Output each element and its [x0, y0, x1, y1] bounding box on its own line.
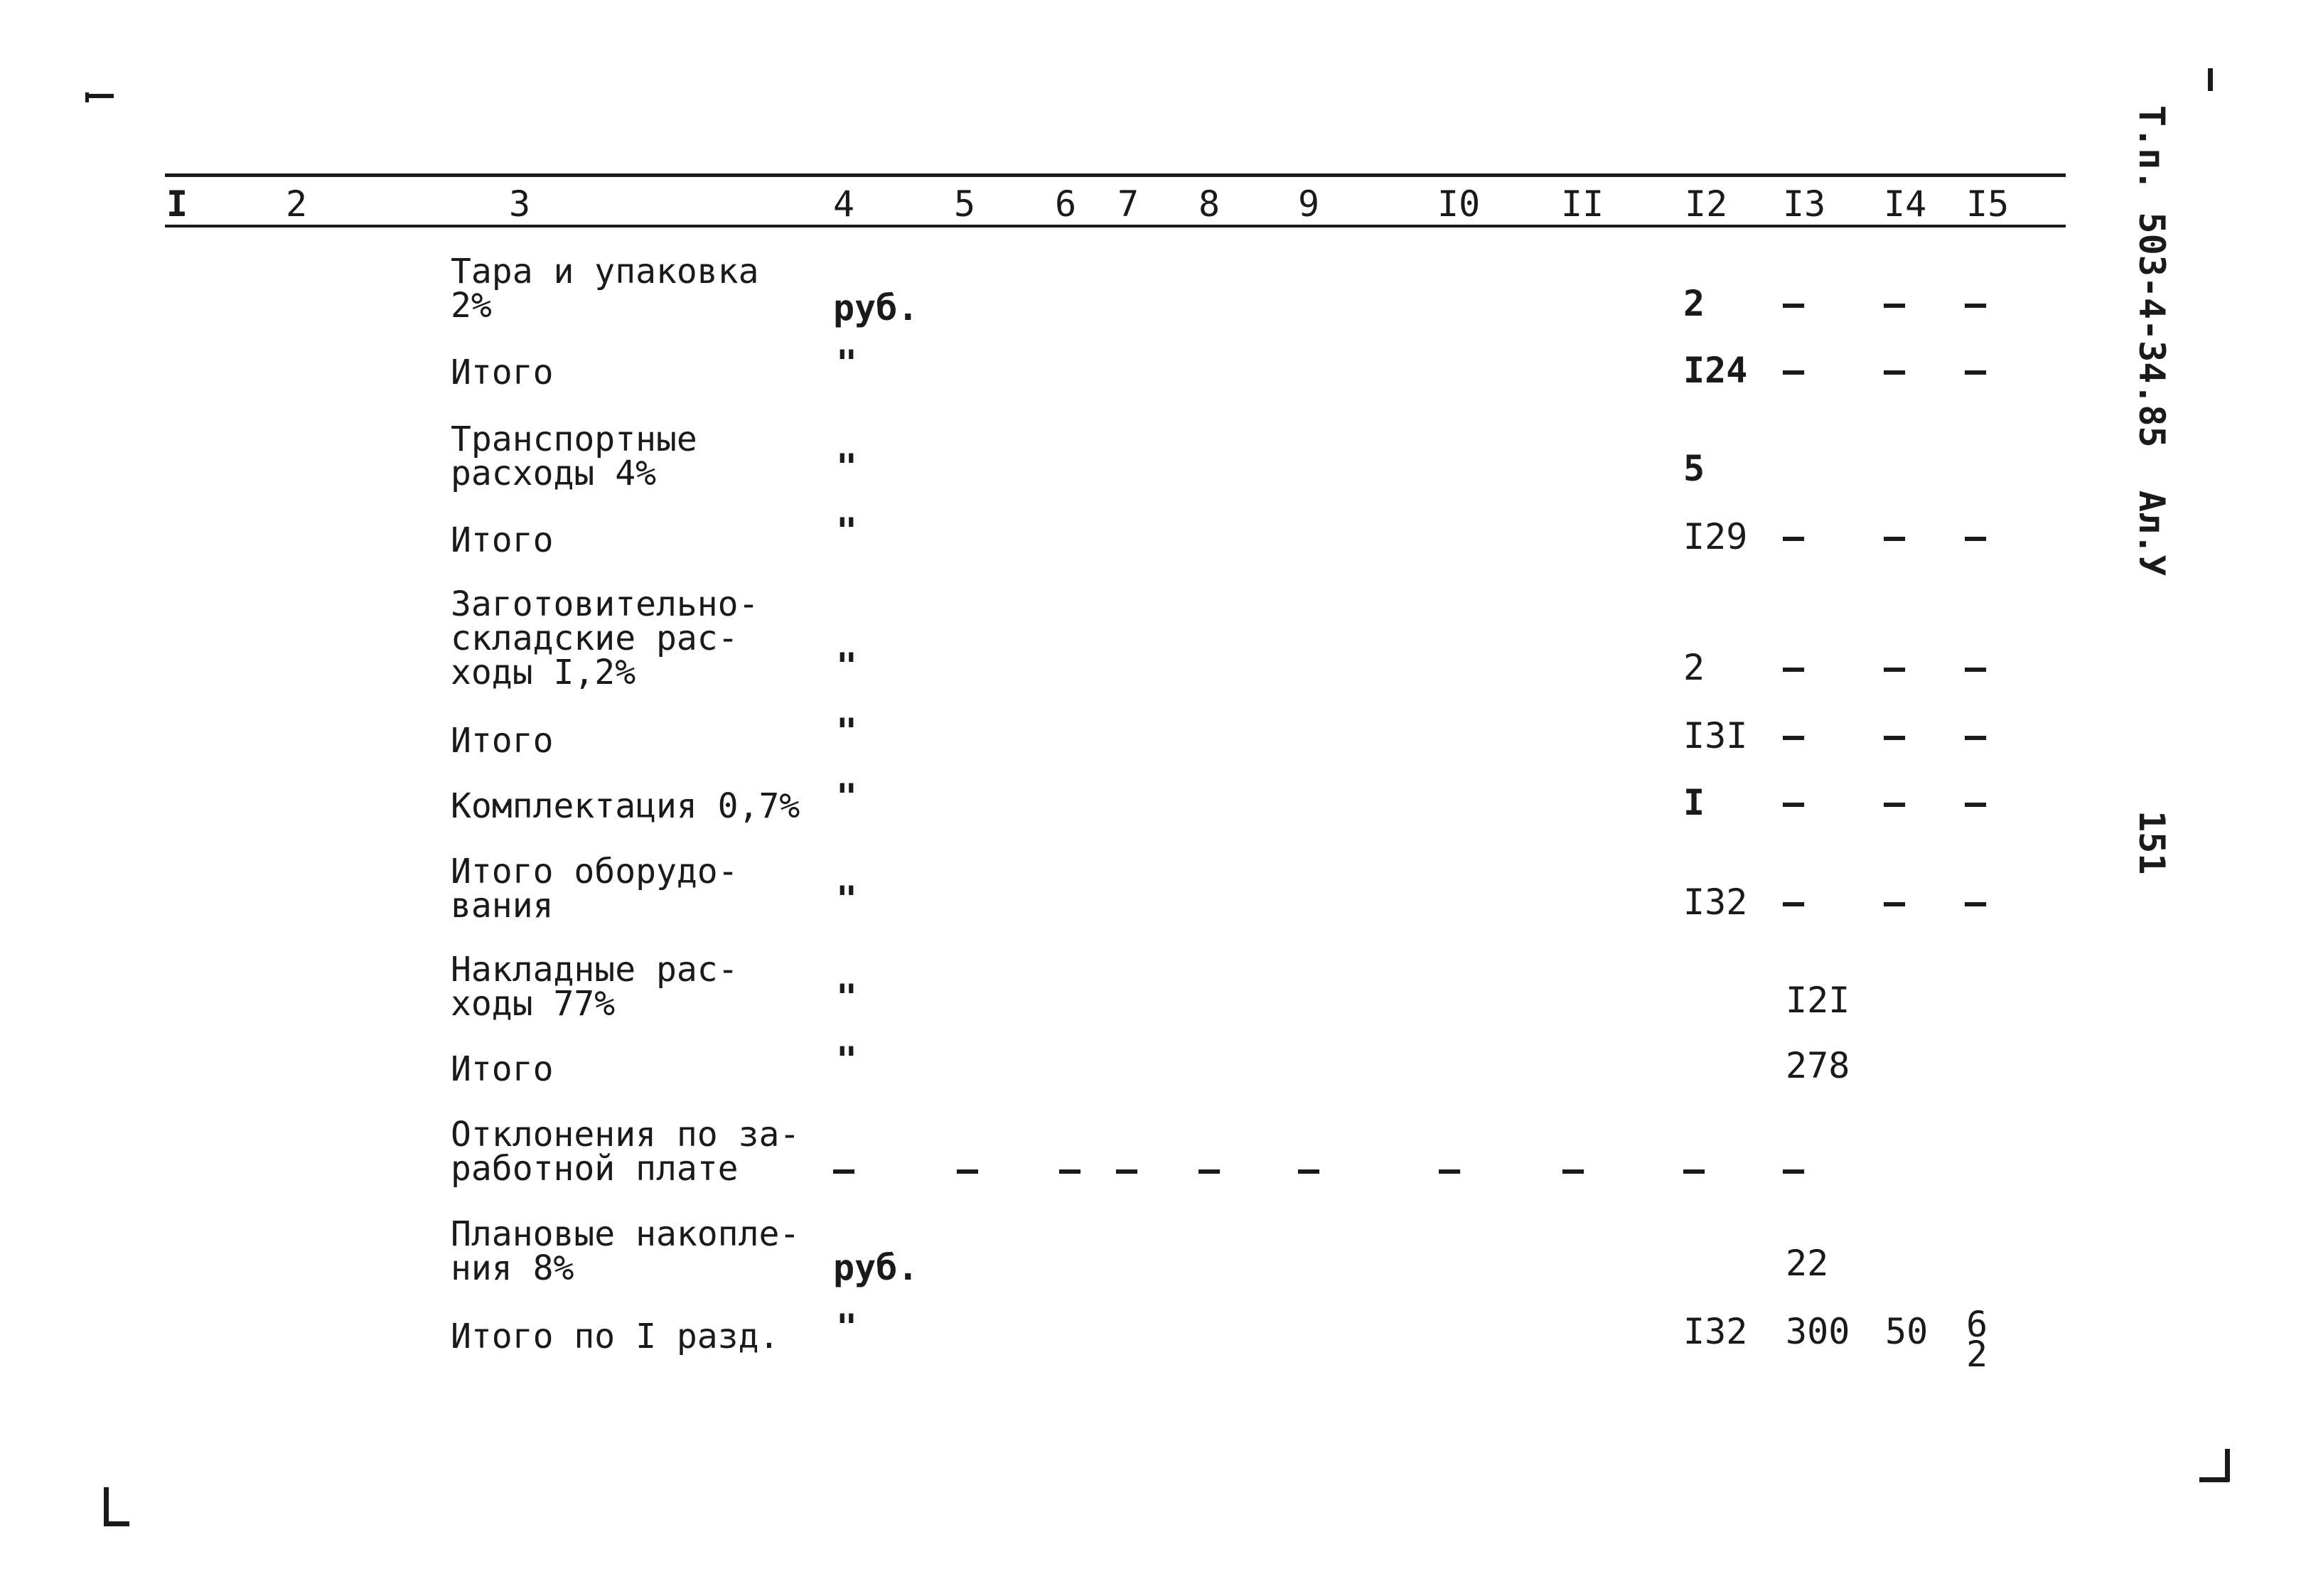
col-1-number: I	[166, 183, 188, 225]
col-15-number: I5	[1966, 183, 2010, 225]
row-col-12: 2	[1683, 283, 1705, 324]
col-6-number: 6	[1055, 183, 1077, 225]
row-col-14: –	[1884, 350, 1906, 391]
row-description: Итого	[451, 353, 554, 392]
col-7-number: 7	[1117, 183, 1139, 225]
row-unit: –	[833, 1149, 855, 1190]
col-4-number: 4	[833, 183, 855, 225]
row-description: Плановые накопле- ния 8%	[451, 1214, 800, 1288]
header-top-rule	[165, 173, 2066, 177]
row-col-12: I32	[1683, 882, 1748, 923]
row-col-10: –	[1439, 1149, 1461, 1190]
row-description: Итого	[451, 1049, 554, 1089]
row-col-15: –	[1965, 882, 1987, 923]
row-col-13: 278	[1786, 1045, 1850, 1086]
row-description: Отклонения по за- работной плате	[451, 1115, 800, 1189]
col-11-number: II	[1561, 183, 1604, 225]
col-14-number: I4	[1884, 183, 1927, 225]
corner-mark-bottom-left-h	[104, 1521, 129, 1526]
col-8-number: 8	[1198, 183, 1221, 225]
row-col-15: –	[1965, 350, 1987, 391]
row-unit: "	[836, 711, 858, 752]
row-col-13: –	[1783, 882, 1805, 923]
row-description: Заготовительно- складские рас- ходы I,2%	[451, 584, 759, 692]
row-col-7: –	[1116, 1149, 1138, 1190]
col-3-number: 3	[509, 183, 531, 225]
row-description: Накладные рас- ходы 77%	[451, 950, 739, 1024]
row-description: Тара и упаковка 2%	[451, 252, 759, 326]
row-col-5: –	[957, 1149, 979, 1190]
row-unit: "	[836, 510, 858, 552]
page-number: 151	[2131, 810, 2172, 875]
row-col-13: –	[1783, 516, 1805, 557]
row-col-15: –	[1965, 715, 1987, 756]
row-unit: "	[836, 446, 858, 488]
corner-mark-bottom-right-h	[2199, 1477, 2229, 1482]
row-description: Комплектация 0,7%	[451, 786, 800, 826]
row-col-14: –	[1884, 882, 1906, 923]
row-unit: "	[836, 977, 858, 1018]
row-col-14: –	[1884, 782, 1906, 823]
corner-mark-top-right	[2208, 68, 2213, 91]
row-unit: руб.	[833, 1247, 919, 1288]
row-unit: "	[836, 1307, 858, 1348]
row-unit: "	[836, 879, 858, 920]
row-col-13: –	[1783, 283, 1805, 324]
col-9-number: 9	[1298, 183, 1320, 225]
row-description: Итого	[451, 721, 554, 761]
col-10-number: I0	[1437, 183, 1481, 225]
row-col-15: –	[1965, 782, 1987, 823]
row-unit: "	[836, 646, 858, 687]
row-description: Итого оборудо- вания	[451, 852, 739, 926]
row-unit: "	[836, 776, 858, 818]
row-unit: руб.	[833, 287, 919, 328]
row-unit: "	[836, 343, 858, 384]
row-col-12: I	[1683, 782, 1705, 823]
row-col-13: –	[1783, 782, 1805, 823]
corner-mark-bottom-left-v	[104, 1487, 109, 1526]
row-col-15: –	[1965, 283, 1987, 324]
row-unit: "	[836, 1039, 858, 1081]
row-col-14: –	[1884, 516, 1906, 557]
col-13-number: I3	[1783, 183, 1826, 225]
row-col-14: –	[1884, 283, 1906, 324]
col-12-number: I2	[1685, 183, 1728, 225]
row-description: Итого по I разд.	[451, 1317, 780, 1356]
row-col-13: 300	[1786, 1311, 1850, 1352]
row-col-12: I29	[1683, 516, 1748, 557]
row-col-12: I24	[1683, 350, 1748, 391]
row-col-13: –	[1783, 1149, 1805, 1190]
row-col-14: 50	[1885, 1311, 1929, 1352]
row-col-12: –	[1683, 1149, 1705, 1190]
row-col-15: –	[1965, 516, 1987, 557]
col-5-number: 5	[954, 183, 976, 225]
row-col-13: I2I	[1786, 980, 1850, 1021]
row-col-9: –	[1298, 1149, 1320, 1190]
row-description: Транспортные расходы 4%	[451, 419, 697, 493]
row-col-13: 22	[1786, 1243, 1829, 1284]
row-col-14: –	[1884, 647, 1906, 688]
row-col-13: –	[1783, 715, 1805, 756]
col-2-number: 2	[286, 183, 308, 225]
row-col-12: 5	[1683, 448, 1705, 489]
row-col-11: –	[1562, 1149, 1584, 1190]
row-col-8: –	[1198, 1149, 1221, 1190]
row-col-12: I32	[1683, 1311, 1748, 1352]
row-col-12: I3I	[1683, 715, 1748, 756]
row-col-15: 6 2	[1966, 1304, 1988, 1375]
doc-code-label: Т.п. 503-4-34.85	[2131, 105, 2172, 448]
corner-mark-top-left	[87, 94, 114, 98]
row-col-13: –	[1783, 350, 1805, 391]
row-col-14: –	[1884, 715, 1906, 756]
row-col-15: –	[1965, 647, 1987, 688]
header-bottom-rule	[165, 225, 2066, 227]
album-label: Ал.У	[2131, 491, 2172, 577]
row-col-12: 2	[1683, 647, 1705, 688]
corner-mark-top-left-tick	[85, 92, 89, 102]
row-description: Итого	[451, 520, 554, 560]
row-col-13: –	[1783, 647, 1805, 688]
row-col-6: –	[1059, 1149, 1081, 1190]
